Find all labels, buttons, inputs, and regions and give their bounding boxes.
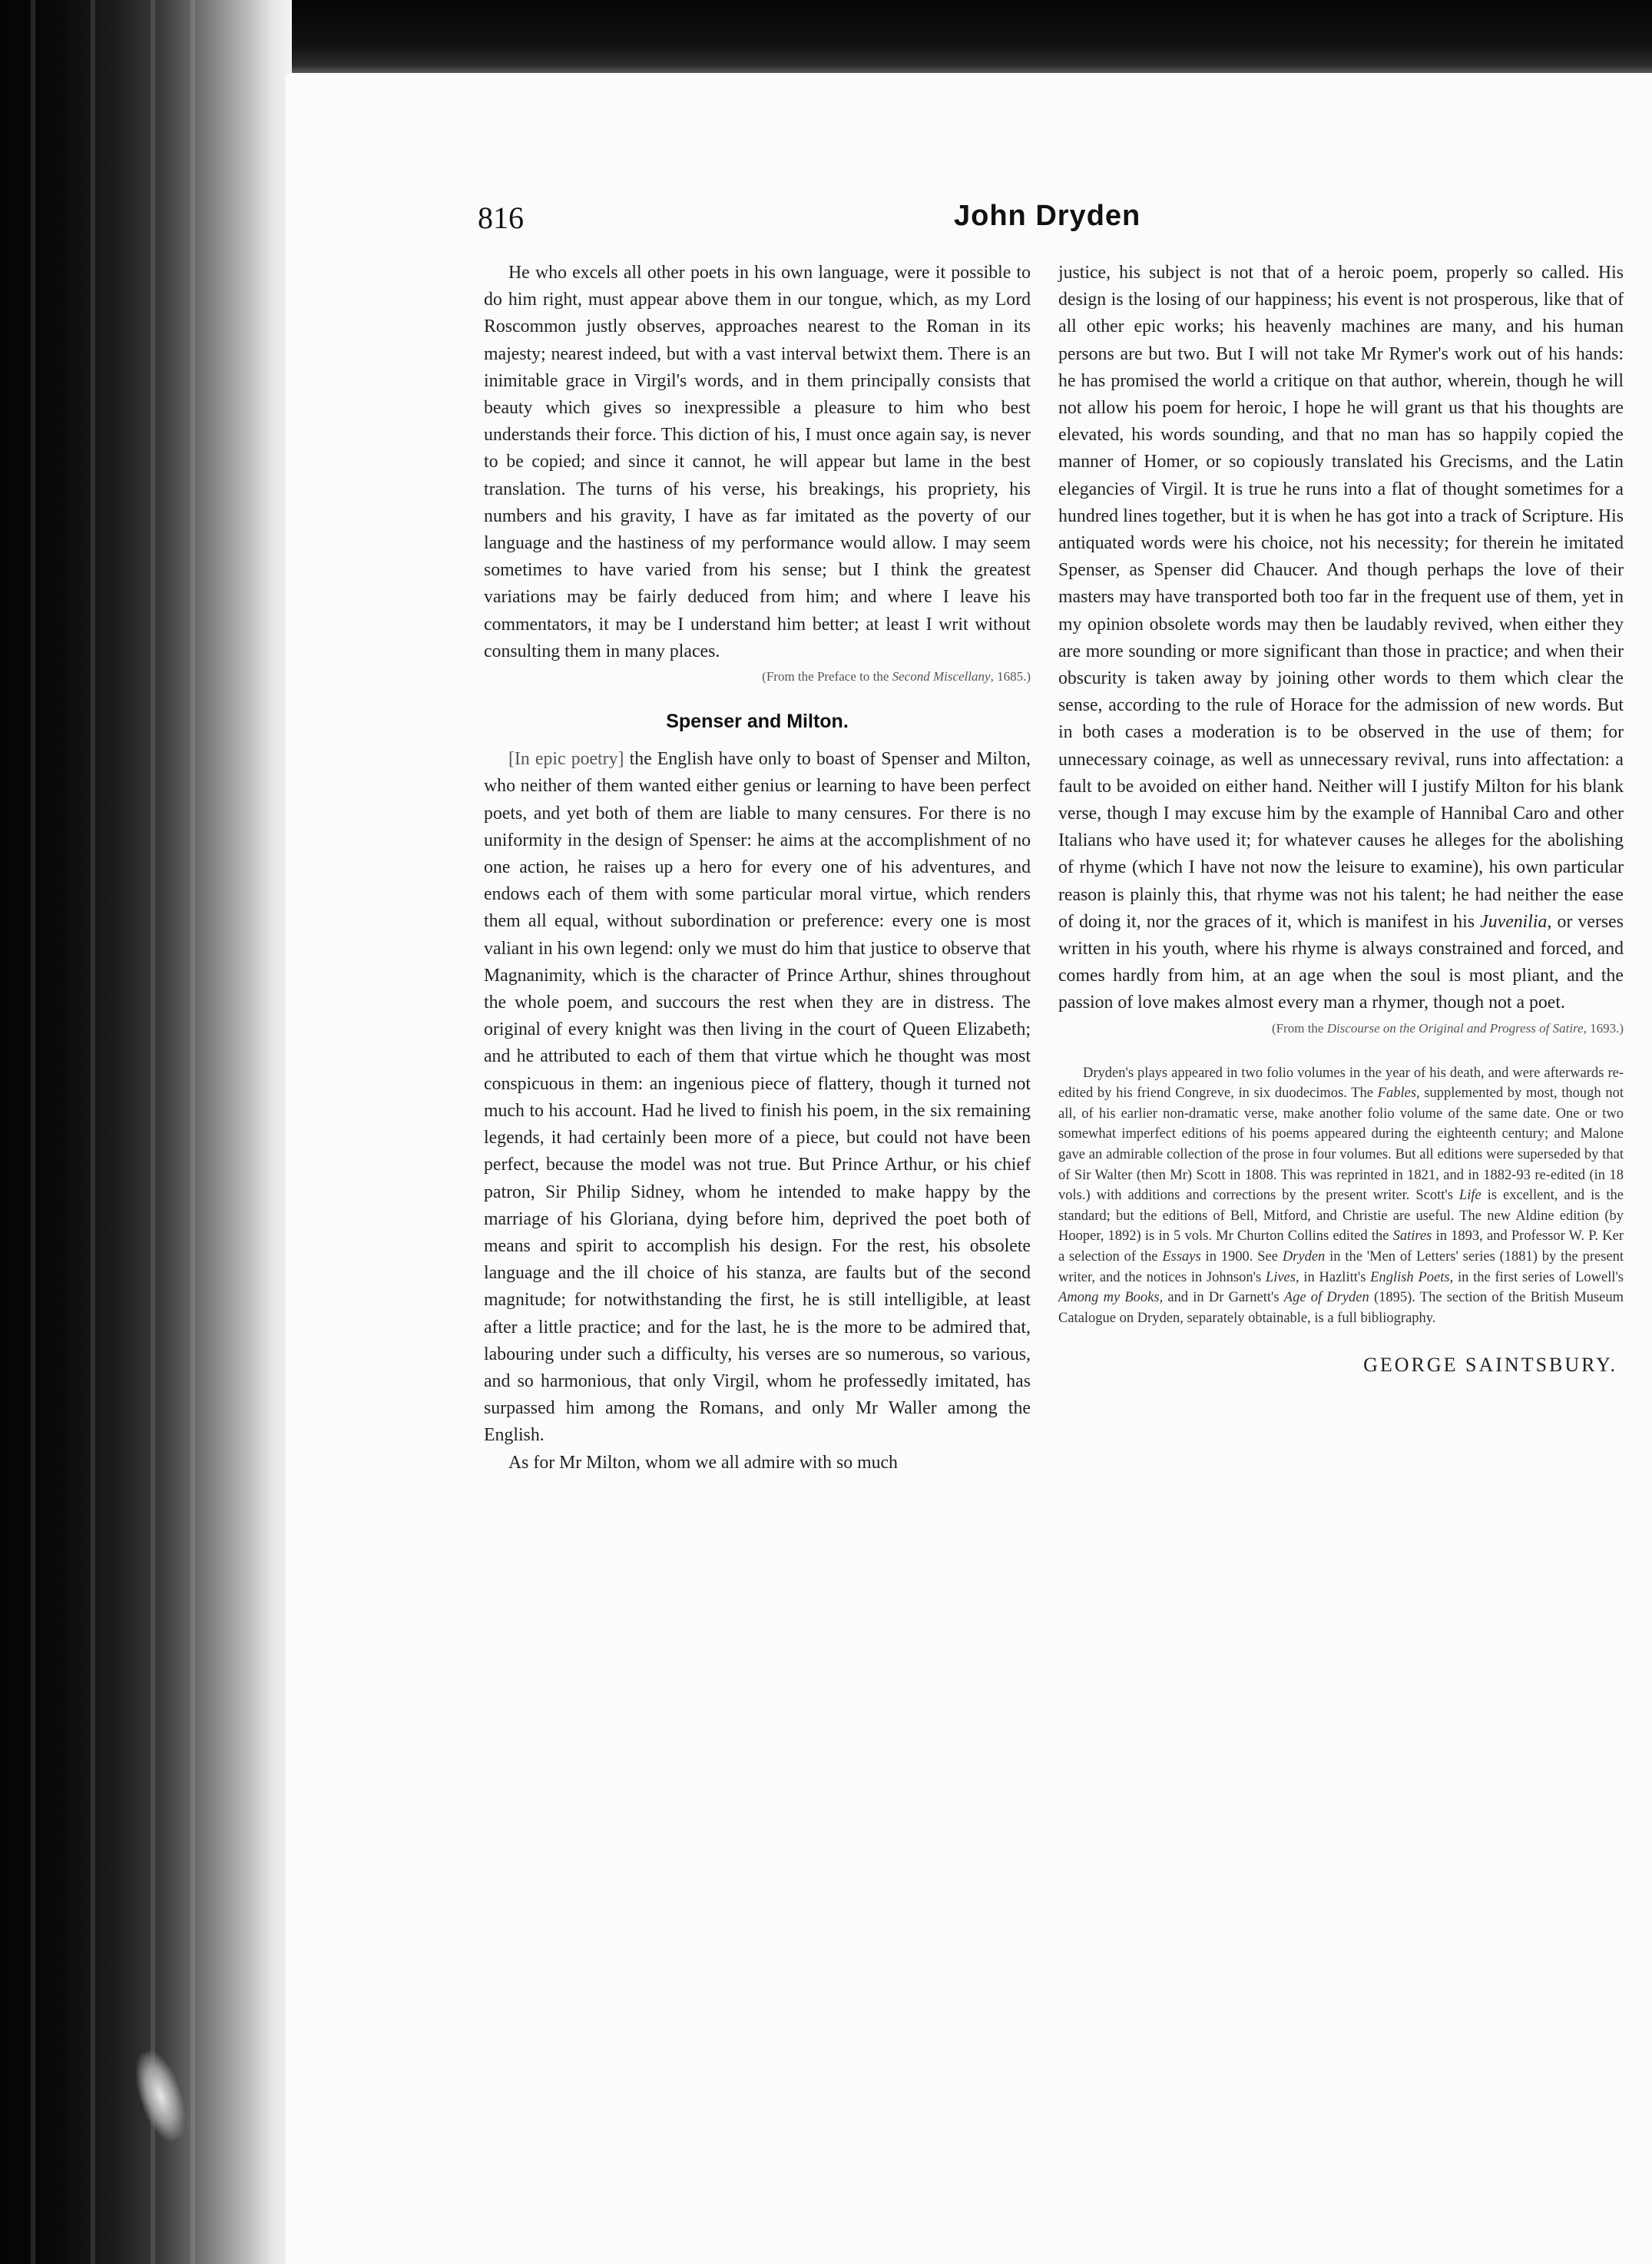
bib-text: , supplemented by most, though not all, of his earlier non-dramatic verse, make another folio volume of the same date. One or two somewhat imperfect editions of his poems appeared during the eighteenth century; and Malone gave an admirable collection of the prose in four volumes. But all editions were superseded by that of Sir Walter (then Mr) Scott in 1808. This was reprinted in 1821, and in 1882-93 re-edited (in 18 vols.) with additions and corrections by the present writer. Scott's xyxy=(1058,1086,1624,1204)
scan-streak xyxy=(151,0,155,2264)
juvenilia-title: Juvenilia xyxy=(1480,911,1548,932)
bib-text: Dryden's plays appeared in two folio volumes in the year of his death, and were afterwards re-edited by his friend Congreve, in six duodecimos. The xyxy=(1058,1065,1624,1102)
bib-text: in 1893, and Professor W. P. Ker a selection of the xyxy=(1058,1228,1624,1265)
source-citation xyxy=(484,665,1031,688)
source-suffix: , 1693.) xyxy=(1583,1020,1624,1036)
bib-title: Age of Dryden xyxy=(1283,1290,1369,1306)
left-column xyxy=(484,260,1031,1477)
scan-streak xyxy=(31,0,35,2264)
milton-paragraph-start: As for Mr Milton, whom we all admire with so much xyxy=(508,1452,898,1473)
bib-title: Lives xyxy=(1265,1269,1296,1285)
source-prefix: (From the Preface to the xyxy=(762,669,892,685)
milton-text: justice, his subject is not that of a heroic poem, properly so called. His design is the losing of our happiness; his event is not prosperous, like that of all other epic works; his heavenly machines are many, and his human persons are but two. But I will not take Mr Rymer's work out of his hands: he has promised the world a critique on that author, wherein, though he will not allow his poem for heroic, I hope he will grant us that his thoughts are elevated, his words sounding, and that no man has so happily copied the manner of Homer, or so copiously translated his Grecisms, and the Latin elegancies of Virgil. It is true he runs into a flat of thought sometimes for a hundred lines together, but it is when he has got into a track of Scripture. His antiquated words were his choice, not his necessity; for therein he imitated Spenser, as Spenser did Chaucer. And though perhaps the love of their masters may have transported both too far in the frequent use of them, yet in my opinion obsolete words may then be laudably revived, when either they are more sounding or more significant than those in practice; and when their obscurity is taken away by joining other words to them which clear the sense, according to the rule of Horace for the admission of new words. But in both cases a moderation is to be observed in the use of them; for unnecessary coinage, as well as unnecessary revival, runs into affectation: a fault to be avoided on either hand. Neither will I justify Milton for his blank verse, though I may excuse him by the example of Hannibal Caro and other Italians who have used it; for whatever causes he alleges for the abolishing of rhyme (which I have not now the leisure to examine), his own particular reason is plainly this, that rhyme was not his talent; he had neither the ease of doing it, nor the graces of it, which is manifest in his xyxy=(1058,263,1624,932)
bib-title: Among my Books xyxy=(1058,1290,1160,1306)
bib-title: Dryden xyxy=(1282,1249,1326,1265)
source-title: Discourse on the Original and Progress of Satire xyxy=(1326,1020,1584,1036)
bib-title: Life xyxy=(1458,1188,1482,1204)
source-citation xyxy=(1058,1017,1624,1040)
bib-text: in the 'Men of Letters' series (1881) by the present writer, and the notices in Johnson's xyxy=(1058,1249,1624,1285)
bib-text: in 1900. See xyxy=(1200,1249,1283,1265)
bib-title: Fables xyxy=(1377,1086,1417,1102)
scan-streak xyxy=(91,0,95,2264)
virgil-paragraph: He who excels all other poets in his own language, were it possible to do him right, must appear above them in our tongue, which, as my Lord Roscommon justly observes, approaches nearest to the Roman in its majesty; nearest indeed, but with a vast interval betwixt them. There is an inimitable grace in Virgil's words, and in them principally consists that beauty which gives so inexpressible a pleasure to him who best understands their force. This diction of his, I must once again say, is never to be copied; and since it cannot, he will appear but lame in the best translation. The turns of his verse, his breakings, his propriety, his numbers and his gravity, I have as far imitated as the poverty of our language and the hastiness of my performance would allow. I may seem sometimes to have varied from his sense; but I think the greatest variations may be fairly deduced from him; and where I leave his commentators, it may be I understand him better; at least I writ without consulting them in many places. xyxy=(484,263,1031,661)
spenser-paragraph xyxy=(484,746,1031,1449)
author-signature: GEORGE SAINTSBURY. xyxy=(1363,1354,1617,1377)
bibliography-paragraph xyxy=(1058,1063,1624,1329)
page-number: 816 xyxy=(478,201,524,235)
source-suffix: , 1685.) xyxy=(990,669,1031,685)
milton-text-end: , or verses written in his youth, where his rhyme is always constrained and forced, and comes hardly from him, at an age when the soul is most pliant, and the passion of love makes almost every man a rhymer, though not a poet. xyxy=(1058,911,1624,1013)
bib-text: , in the first series of Lowell's xyxy=(1449,1269,1624,1285)
bib-title: Essays xyxy=(1162,1249,1201,1265)
bibliography-note xyxy=(1058,1063,1624,1329)
section-heading: Spenser and Milton. xyxy=(666,711,849,733)
bib-text: , and in Dr Garnett's xyxy=(1159,1290,1284,1306)
bib-title: Satires xyxy=(1392,1228,1432,1245)
running-title: John Dryden xyxy=(954,200,1141,232)
source-title: Second Miscellany xyxy=(892,669,991,685)
spenser-paragraph-text: the English have only to boast of Spenser and Milton, who neither of them wanted either genius or learning to have been perfect poets, and yet both of them are liable to many censures. For there is no uniformity in the design of Spenser: he aims at the accomplishment of no one action, he raises up a hero for every one of his adventures, and endows each of them with some particular moral virtue, which renders them all equal, without subordination or preference: every one is most valiant in his own legend: only we must do him that justice to observe that Magnanimity, which is the character of Prince Arthur, shines throughout the whole poem, and succours the rest when they are in distress. The original of every knight was then living in the court of Queen Elizabeth; and he attributed to each of them that virtue which he thought was most conspicuous in them: an ingenious piece of flattery, though it turned not much to his account. Had he lived to finish his poem, in the six remaining legends, it had certainly been more of a piece, but could not have been perfect, because the model was not true. But Prince Arthur, or his chief patron, Sir Philip Sidney, whom he intended to make happy by the marriage of his Gloriana, dying before him, deprived the poet both of means and spirit to accomplish his design. For the rest, his obsolete language and the ill choice of his stanza, are faults but of the second magnitude; for notwithstanding the first, he is still intelligible, at least after a little practice; and for the last, he is the more to be admired that, labouring under such a difficulty, his verses are so numerous, so various, and so harmonious, that only Virgil, whom he professedly imitated, has surpassed him among the Romans, and only Mr Waller among the English. xyxy=(484,749,1031,1446)
bib-text: (1895). The section of the British Museum Catalogue on Dryden, separately obtainable, is a full bibliography. xyxy=(1058,1290,1624,1326)
right-column xyxy=(1058,260,1624,1379)
bib-text: is excellent, and is the standard; but the editions of Bell, Mitford, and Christie are useful. The new Aldine edition (by Hooper, 1892) is in 5 vols. Mr Churton Collins edited the xyxy=(1058,1188,1624,1245)
source-prefix: (From the xyxy=(1271,1020,1327,1036)
scan-streak xyxy=(190,0,195,2264)
bib-text: , in Hazlitt's xyxy=(1295,1269,1371,1285)
bib-title: English Poets xyxy=(1370,1269,1450,1285)
milton-paragraph-continued xyxy=(1058,260,1624,1017)
scan-left-edge xyxy=(0,0,292,2264)
running-head xyxy=(478,200,1652,246)
bracket-lead: [In epic poetry] xyxy=(508,749,624,770)
